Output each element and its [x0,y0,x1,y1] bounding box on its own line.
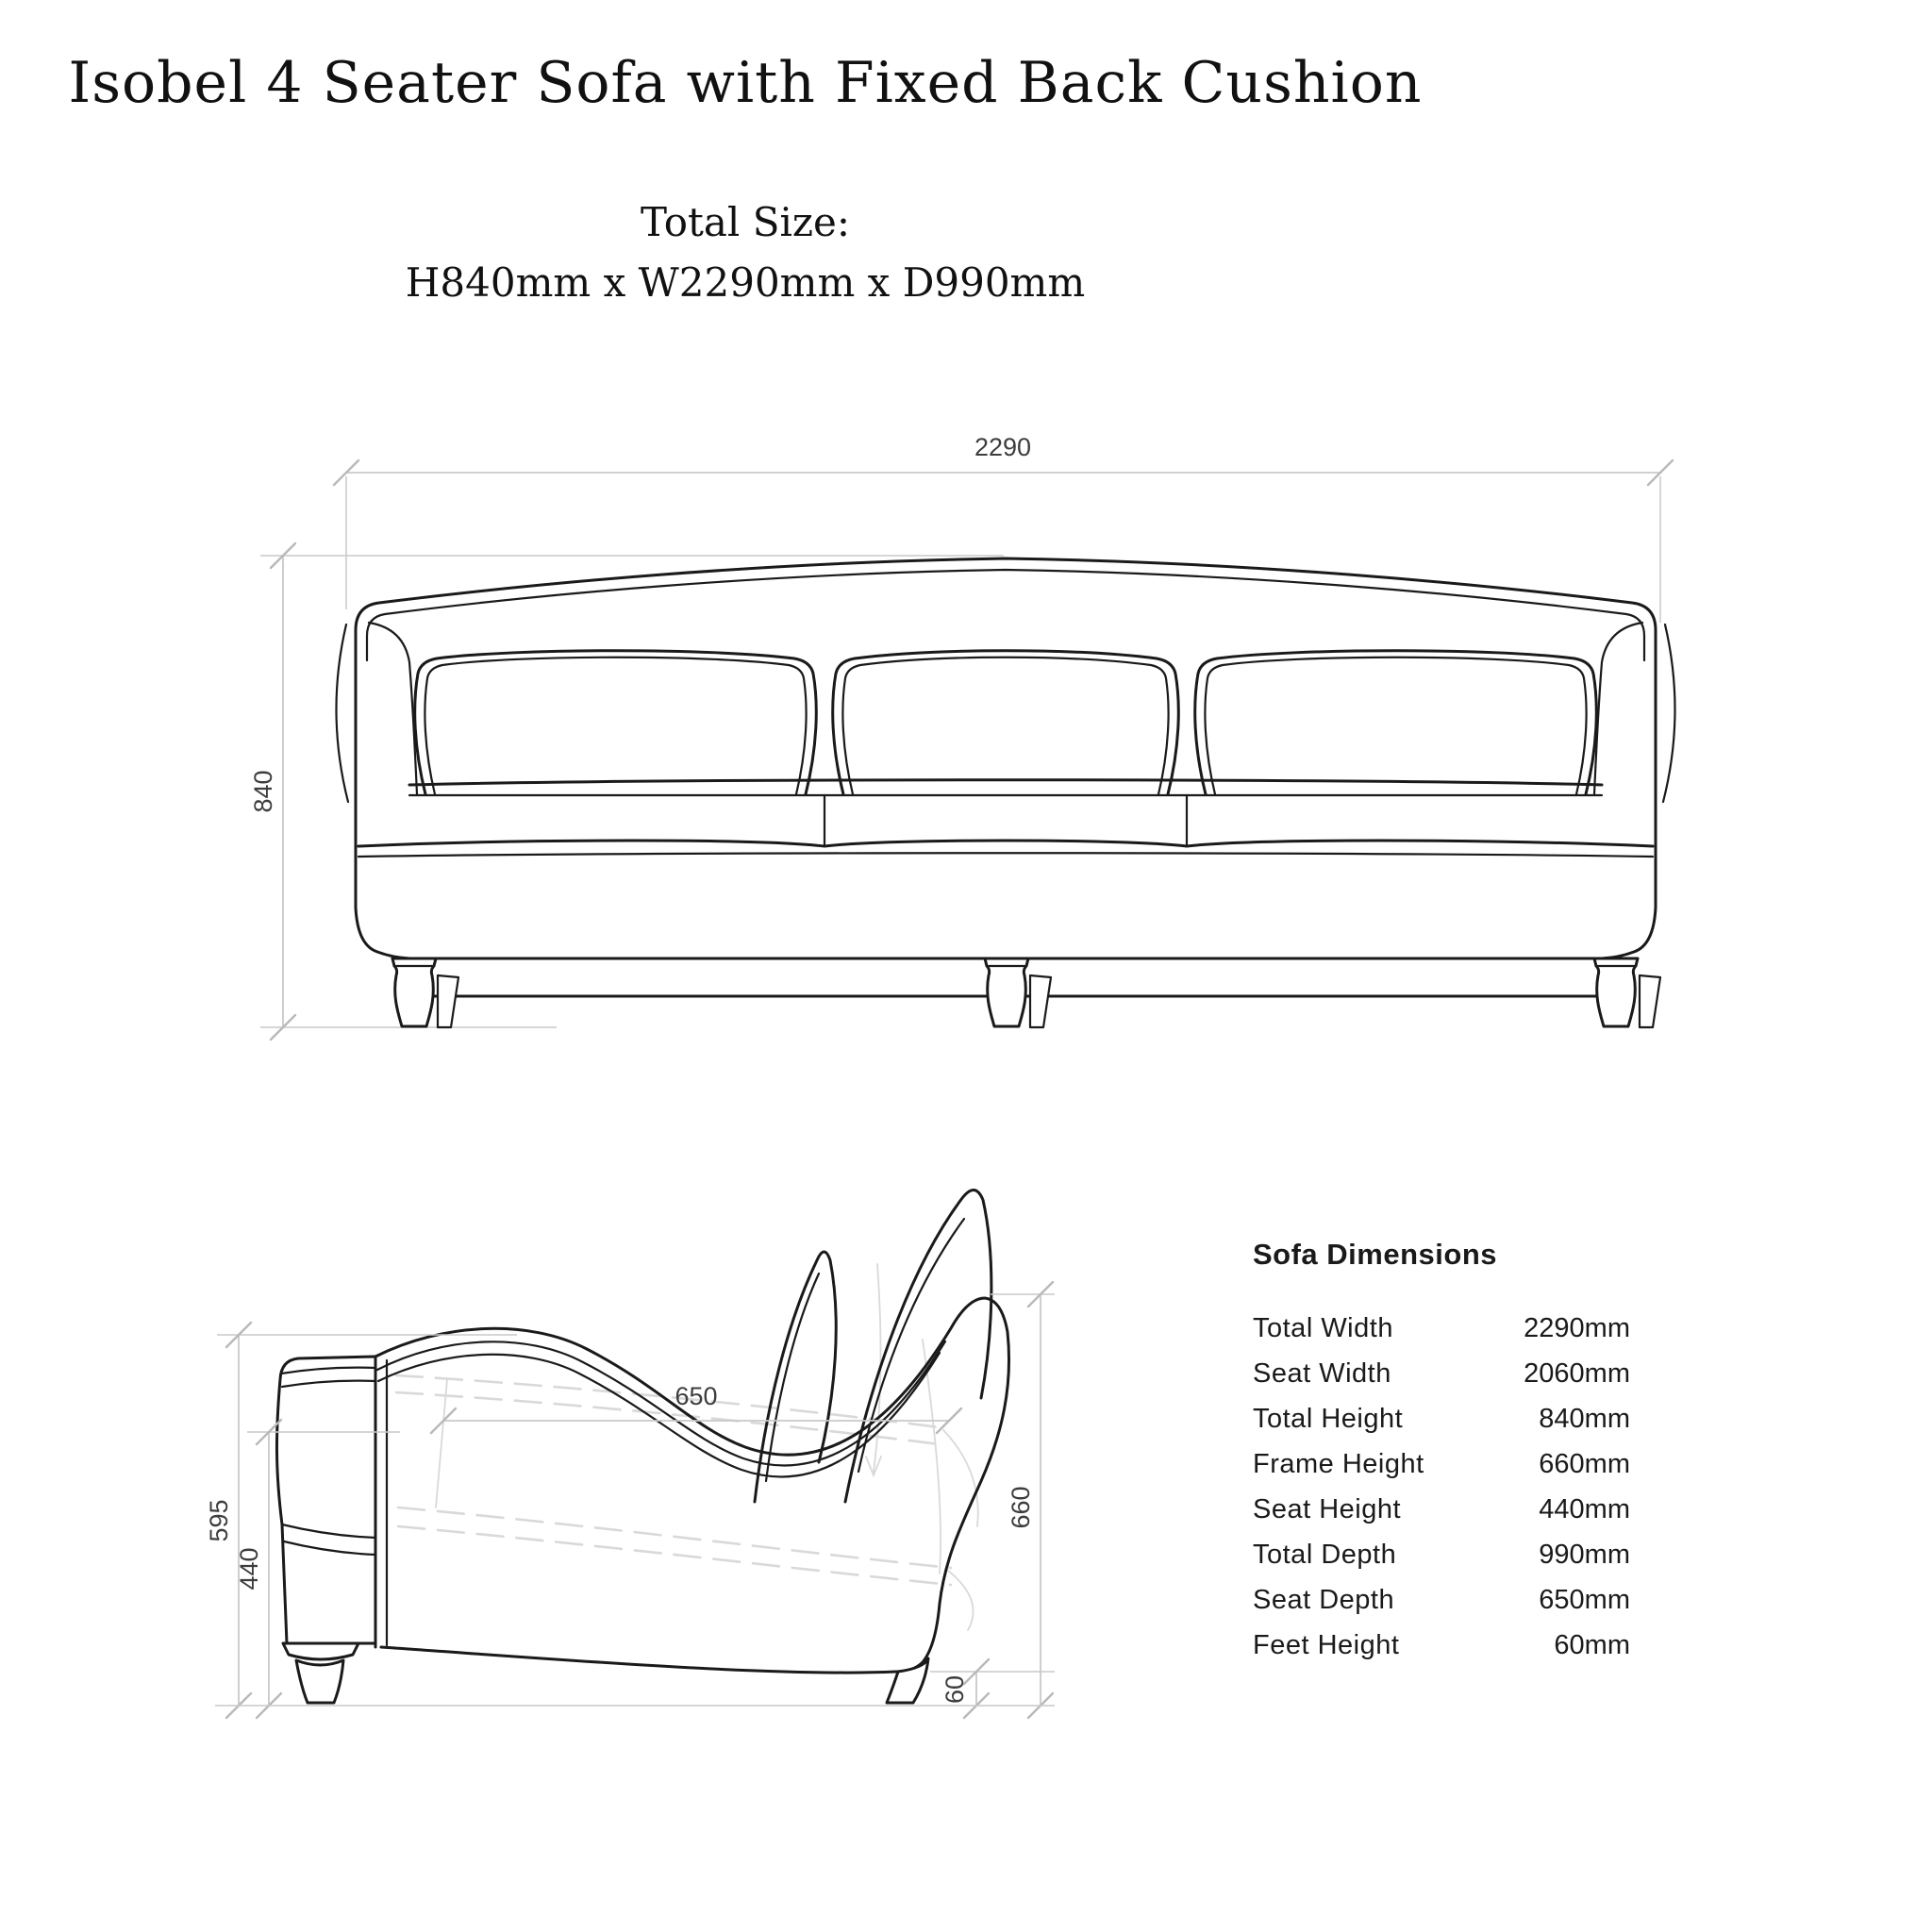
row-label: Feet Height [1253,1630,1400,1660]
table-row [1253,1358,1630,1404]
left-arm-scroll [336,625,348,802]
front-legs [392,958,1660,1027]
seat-depth-dimension [431,1382,961,1433]
front-width-label: 2290 [974,433,1032,461]
frame-height-dimension [991,1282,1055,1718]
front-elevation-drawing [249,433,1675,1040]
row-value: 840mm [1539,1404,1630,1434]
side-height-label: 595 [205,1499,233,1542]
table-row [1253,1494,1630,1540]
row-label: Total Depth [1253,1540,1397,1570]
feet-height-label: 60 [941,1674,969,1705]
table-row [1253,1585,1630,1630]
row-label: Seat Width [1253,1358,1391,1389]
row-value: 2290mm [1524,1313,1630,1343]
frame-height-label: 660 [1007,1486,1035,1529]
front-width-dimension [334,433,1673,623]
total-size-caption: Total Size: [640,199,851,245]
back-cushions [415,651,1597,794]
row-label: Frame Height [1253,1449,1424,1479]
side-elevation-drawing [205,1190,1055,1718]
table-row [1253,1449,1630,1494]
row-label: Total Width [1253,1313,1393,1343]
front-height-dimension [249,543,1004,1040]
table-row [1253,1313,1630,1358]
row-value: 660mm [1539,1449,1630,1479]
side-front-leg [283,1643,358,1659]
side-overall-height-dimension [205,1323,517,1718]
hidden-seat-lines [396,1264,978,1630]
front-height-label: 840 [249,770,277,813]
seat-depth-label: 650 [675,1382,718,1410]
seat-cushions [358,780,1653,857]
product-title: Isobel 4 Seater Sofa with Fixed Back Cushion [68,50,1423,116]
row-value: 2060mm [1524,1358,1630,1389]
table-row [1253,1630,1630,1675]
row-value: 440mm [1539,1494,1630,1524]
row-value: 60mm [1554,1630,1630,1660]
row-label: Seat Depth [1253,1585,1395,1615]
sofa-side-outline [276,1298,1008,1703]
seat-height-label: 440 [235,1547,263,1591]
table-row [1253,1404,1630,1449]
side-rear-leg [887,1658,928,1703]
sofa-dimensions-table [1253,1238,1630,1675]
table-row [1253,1540,1630,1585]
table-heading: Sofa Dimensions [1253,1238,1497,1271]
row-label: Total Height [1253,1404,1404,1434]
row-value: 650mm [1539,1585,1630,1615]
right-arm-scroll [1663,625,1675,802]
sofa-front-outline [336,558,1674,996]
row-label: Seat Height [1253,1494,1402,1524]
row-value: 990mm [1539,1540,1630,1570]
total-size-value: H840mm x W2290mm x D990mm [405,259,1086,306]
